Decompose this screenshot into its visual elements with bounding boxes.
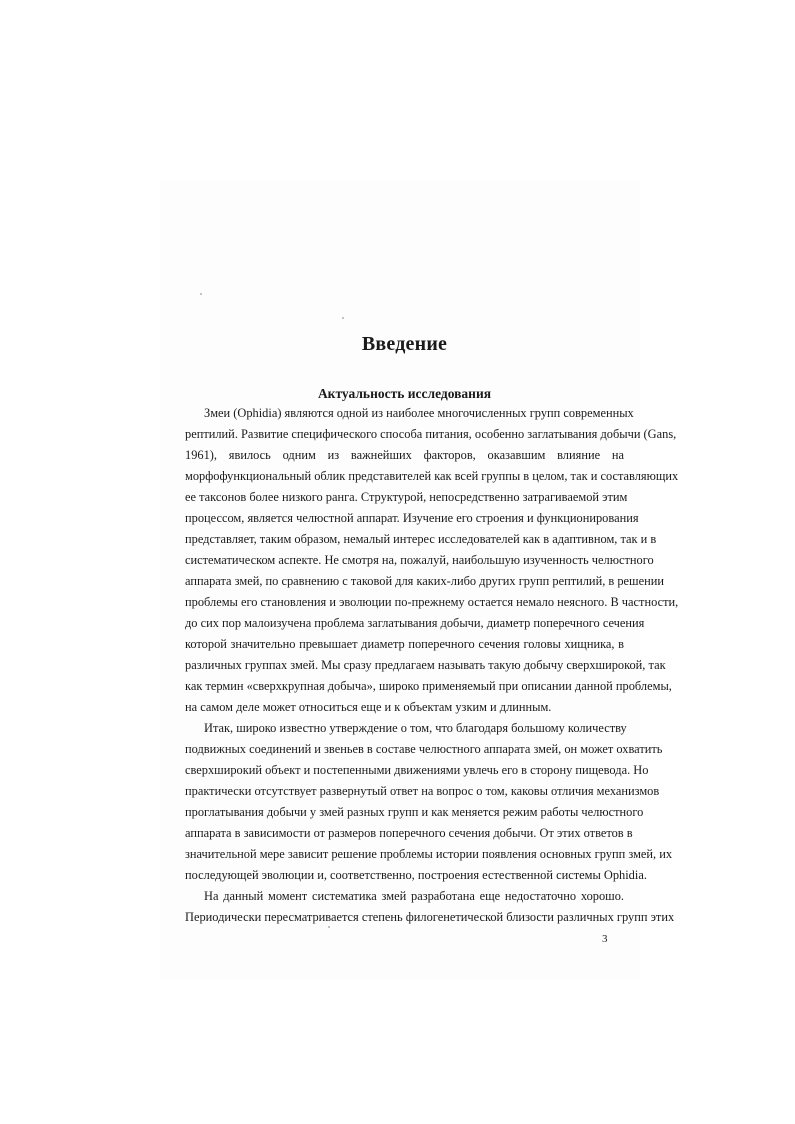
- text-line: подвижных соединений и звеньев в составе челюстного аппарата змей, он может охватить: [185, 742, 663, 756]
- text-line: проблемы его становления и эволюции по-прежнему остается немало неясного. В частности,: [185, 595, 679, 609]
- text-line: 1961), явилось одним из важнейших факторов, оказавшим влияние на: [185, 448, 624, 462]
- text-line: сверхширокий объект и постепенными движениями увлечь его в сторону пищевода. Но: [185, 763, 649, 777]
- scan-speck: [200, 293, 202, 295]
- text-line: ее таксонов более низкого ранга. Структурой, непосредственно затрагиваемой этим: [185, 490, 628, 504]
- text-line: На данный момент систематика змей разработана еще недостаточно хорошо.: [204, 889, 624, 903]
- text-line: представляет, таким образом, немалый интерес исследователей как в адаптивном, так и в: [185, 532, 657, 546]
- text-line: проглатывания добычи у змей разных групп и как меняется режим работы челюстного: [185, 805, 644, 819]
- text-line: процессом, является челюстной аппарат. Изучение его строения и функционирования: [185, 511, 639, 525]
- text-line: систематическом аспекте. Не смотря на, пожалуй, наибольшую изученность челюстного: [185, 553, 654, 567]
- text-line: последующей эволюции и, соответственно, построения естественной системы Ophidia.: [185, 868, 647, 882]
- text-line: Итак, широко известно утверждение о том, что благодаря большому количеству: [204, 721, 627, 735]
- scan-speck: [342, 317, 344, 319]
- text-line: морфофункциональный облик представителей как всей группы в целом, так и составляющих: [185, 469, 679, 483]
- scan-speck: [328, 926, 330, 928]
- text-line: до сих пор малоизучена проблема заглатывания добычи, диаметр поперечного сечения: [185, 616, 645, 630]
- text-line: аппарата змей, по сравнению с таковой для каких-либо других групп рептилий, в решении: [185, 574, 664, 588]
- text-line: значительной мере зависит решение проблемы истории появления основных групп змей, их: [185, 847, 673, 861]
- text-line: практически отсутствует развернутый ответ на вопрос о том, каковы отличия механизмов: [185, 784, 660, 798]
- section-heading: Актуальность исследования: [317, 386, 492, 401]
- text-line: как термин «сверхкрупная добыча», широко применяемый при описании данной проблемы,: [185, 679, 672, 693]
- page-number: 3: [602, 933, 608, 945]
- text-line: Периодически пересматривается степень филогенетической близости различных групп этих: [185, 910, 675, 924]
- page-title: Введение: [361, 333, 448, 355]
- text-line: различных группах змей. Мы сразу предлагаем называть такую добычу сверхширокой, так: [185, 658, 666, 672]
- text-line: которой значительно превышает диаметр поперечного сечения головы хищника, в: [185, 637, 624, 651]
- text-line: рептилий. Развитие специфического способа питания, особенно заглатывания добычи (Gans,: [185, 427, 677, 441]
- text-line: аппарата в зависимости от размеров поперечного сечения добычи. От этих ответов в: [185, 826, 633, 840]
- text-line: на самом деле может относиться еще и к объектам узким и длинным.: [185, 700, 552, 714]
- text-line: Змеи (Ophidia) являются одной из наиболее многочисленных групп современных: [204, 406, 634, 420]
